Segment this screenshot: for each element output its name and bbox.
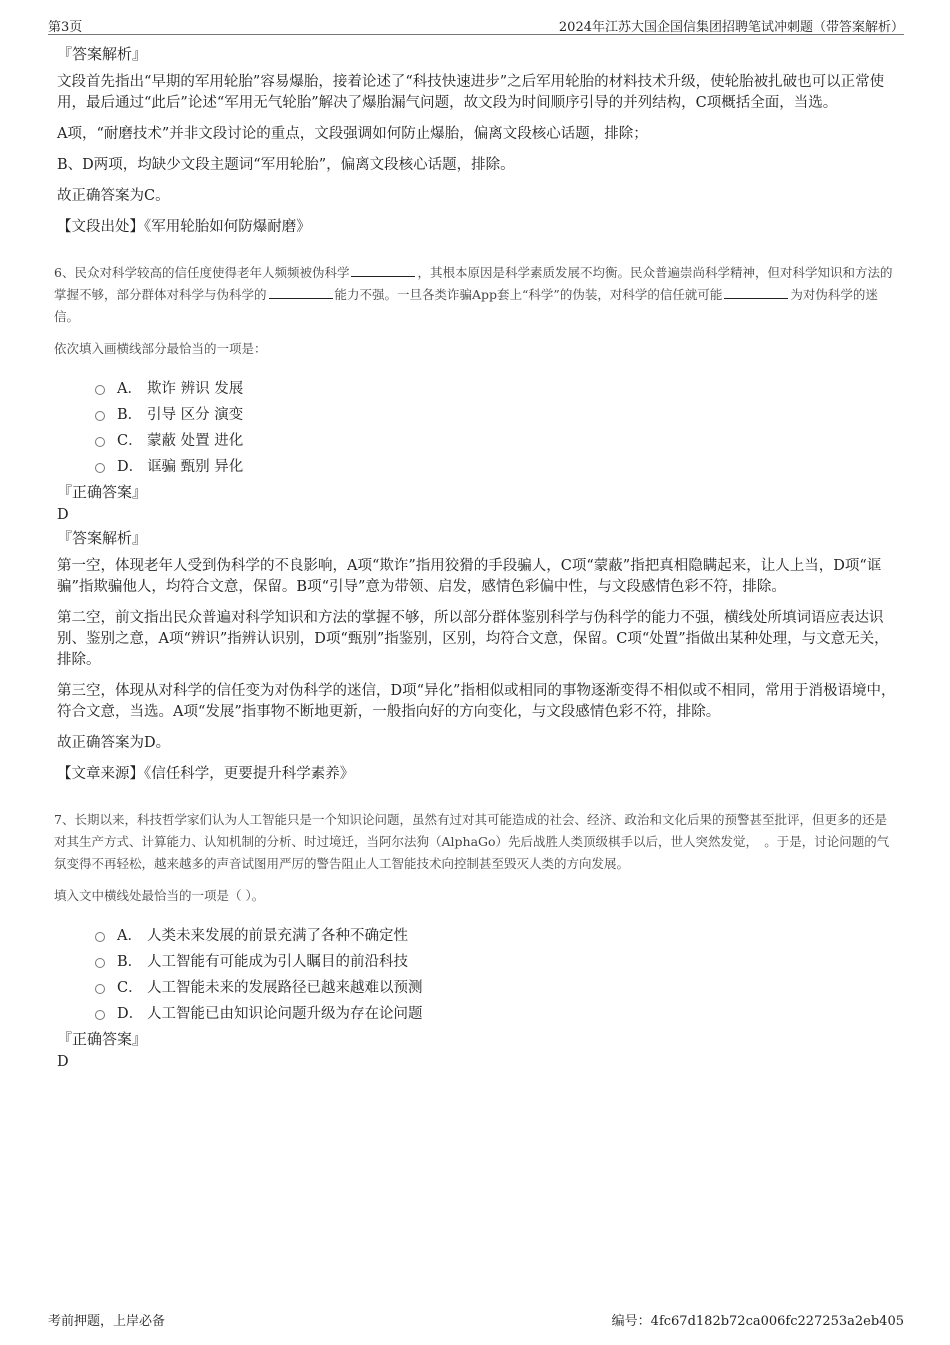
option-text: 欺诈 辨识 发展 [147,380,244,397]
q7-stem: 7、长期以来，科技哲学家们认为人工智能只是一个知识论问题，虽然有过对其可能造成的社会、经济、政治和文化后果的预警甚至批评，但更多的还是对其生产方式、计算能力、认知机制的分析、时过境迁，当阿尔法狗（AlphaGo）先后战胜人类顶级棋手以后，世人突然发觉， 。于是，讨论问题的气氛变得不再轻松，越来越多的声音试图用严厉的警告阻止人工智能技术向控制甚至毁灭人类的方向发展。 [54,812,890,871]
q7-answer-label: 『正确答案』 [57,1030,148,1048]
radio-icon[interactable] [95,411,105,421]
footer-slogan: 考前押题，上岸必备 [48,1314,166,1329]
option-text: 人工智能有可能成为引人瞩目的前沿科技 [147,953,408,970]
radio-icon[interactable] [95,437,105,447]
q6-option-b[interactable] [95,400,897,426]
q7-prompt: 填入文中横线处最恰当的一项是（ ）。 [54,888,265,903]
q5-analysis-p4: 故正确答案为C。 [57,188,170,204]
q7-options [95,921,897,1025]
q6-analysis-label: 『答案解析』 [57,529,148,547]
radio-icon[interactable] [95,958,105,968]
option-text: 蒙蔽 处置 进化 [147,432,244,449]
q7-option-c[interactable] [95,973,897,999]
q6-stem-part-d: 为对伪科学的迷信。 [54,287,878,324]
q5-analysis-p1: 文段首先指出“早期的军用轮胎”容易爆胎，接着论述了“科技快速进步”之后军用轮胎的材料技术升级，使轮胎被扎破也可以正常使用，最后通过“此后”论述“军用无气轮胎”解决了爆胎漏气问题，故文段为时间顺序引导的并列结构，C项概括全面，当选。 [57,74,885,111]
page-content [54,44,897,1075]
q6-analysis-p1: 第一空，体现老年人受到伪科学的不良影响，A项“欺诈”指用狡猾的手段骗人，C项“蒙蔽”指把真相隐瞒起来，让人上当，D项“诓骗”指欺骗他人，均符合文意，保留。B项“引导”意为带领、启发，感情色彩偏中性，与文段感情色彩不符，排除。 [57,558,882,595]
q6-blank-3 [724,286,788,299]
q6-options [95,374,897,478]
option-letter: A． [117,927,142,944]
q6-prompt: 依次填入画横线部分最恰当的一项是： [54,341,267,356]
radio-icon[interactable] [95,984,105,994]
option-letter: D． [117,1005,144,1022]
radio-icon[interactable] [95,1010,105,1020]
q5-analysis-p2: A项，“耐磨技术”并非文段讨论的重点，文段强调如何防止爆胎，偏离文段核心话题，排除； [57,126,648,142]
q6-option-d[interactable] [95,452,897,478]
q6-option-a[interactable] [95,374,897,400]
option-letter: B． [117,953,143,970]
option-text: 引导 区分 演变 [147,406,244,423]
option-letter: A． [117,380,142,397]
q6-analysis-p4: 故正确答案为D。 [57,735,171,751]
q7-answer: D [57,1054,69,1070]
option-letter: C． [117,432,143,449]
q6-option-c[interactable] [95,426,897,452]
q6-stem-part-a: 6、民众对科学较高的信任度使得老年人频频被伪科学 [54,265,350,280]
option-text: 人工智能未来的发展路径已越来越难以预测 [147,979,423,996]
q7-option-a[interactable] [95,921,897,947]
radio-icon[interactable] [95,385,105,395]
q6-source: 【文章来源】《信任科学，更要提升科学素养》 [57,766,355,782]
option-letter: B． [117,406,143,423]
q6-analysis-p2: 第二空，前文指出民众普遍对科学知识和方法的掌握不够，所以部分群体鉴别科学与伪科学的能力不强，横线处所填词语应表达识别、鉴别之意，A项“辨识”指辨认识别，D项“甄别”指鉴别，区别，均符合文意，保留。C项“处置”指做出某种处理，与文意无关，排除。 [57,610,889,668]
option-letter: C． [117,979,143,996]
q6-blank-2 [269,286,333,299]
q5-analysis-label: 『答案解析』 [57,45,148,63]
option-text: 人类未来发展的前景充满了各种不确定性 [147,927,408,944]
footer-serial: 编号：4fc67d182b72ca006fc227253a2eb405 [611,1314,904,1329]
option-text: 诓骗 甄别 异化 [147,458,244,475]
q5-analysis-p3: B、D两项，均缺少文段主题词“军用轮胎”，偏离文段核心话题，排除。 [57,157,515,173]
q6-stem [54,262,897,328]
radio-icon[interactable] [95,463,105,473]
page-number: 第3页 [48,20,83,35]
q6-answer-label: 『正确答案』 [57,483,148,501]
q6-blank-1 [351,264,415,277]
q6-stem-part-b: ，其根本原因是科学素质发展不均衡。民众普遍崇尚科学精神，但对科学知识和方法的掌握不够，部分群体对科学与伪科学的 [54,265,893,302]
q6-analysis-p3: 第三空，体现从对科学的信任变为对伪科学的迷信，D项“异化”指相似或相同的事物逐渐变得不相似或不相同，常用于消极语境中，符合文意，当选。A项“发展”指事物不断地更新，一般指向好的方向变化，与文段感情色彩不符，排除。 [57,683,896,720]
radio-icon[interactable] [95,932,105,942]
q6-answer: D [57,507,69,523]
q6-stem-part-c: 能力不强。一旦各类诈骗App套上“科学”的伪装，对科学的信任就可能 [334,287,723,302]
q5-source: 【文段出处】《军用轮胎如何防爆耐磨》 [57,219,311,235]
page-header [48,14,904,35]
document-title: 2024年江苏大国企国信集团招聘笔试冲刺题（带答案解析） [558,20,904,35]
option-letter: D． [117,458,144,475]
q7-option-d[interactable] [95,999,897,1025]
q7-option-b[interactable] [95,947,897,973]
option-text: 人工智能已由知识论问题升级为存在论问题 [147,1005,423,1022]
